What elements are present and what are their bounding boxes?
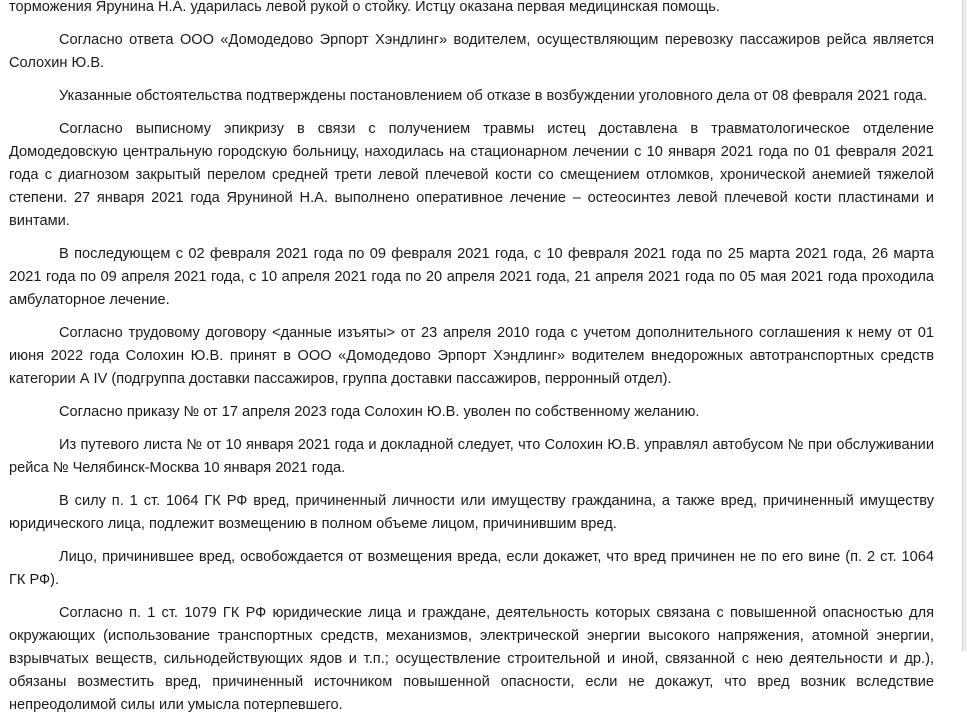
- paragraph-11: Согласно п. 1 ст. 1079 ГК РФ юридические лица и граждане, деятельность которых связана с повышенной опасностью для окружающих (использование транспортных средств, механизмов, электрической энергии высокого напряжения, атомной энергии, взрывчатых веществ, сильнодействующих ядов и т.п.; осуществление строительной и иной, связанной с нею деятельности и др.), обязаны возместить вред, причиненный источником повышенной опасности, если не докажут, что вред возник вследствие непреодолимой силы или умысла потерпевшего.: [9, 605, 934, 713]
- scrollbar-edge[interactable]: [962, 0, 967, 651]
- paragraph-3: Указанные обстоятельства подтверждены постановлением об отказе в возбуждении уголовного дела от 08 февраля 2021 года.: [59, 88, 928, 104]
- paragraph-2: Согласно ответа ООО «Домодедово Эрпорт Хэндлинг» водителем, осуществляющим перевозку пассажиров рейса является Солохин Ю.В.: [9, 32, 934, 71]
- paragraph-4: Согласно выписному эпикризу в связи с получением травмы истец доставлена в травматологическое отделение Домодедовскую центральную городскую больницу, находилась на стационарном лечении с 10 января 2021 года по 01 февраля 2021 года с диагнозом закрытый перелом средней трети левой плечевой кости со смещением отломков, хронической анемией тяжелой степени. 27 января 2021 года Ярунинoй Н.А. выполнено оперативное лечение – остеосинтез левой плечевой кости пластинами и винтами.: [9, 121, 934, 229]
- paragraph-10: Лицо, причинившее вред, освобождается от возмещения вреда, если докажет, что вред причинен не по его вине (п. 2 ст. 1064 ГК РФ).: [9, 549, 934, 588]
- paragraph-7: Согласно приказу № от 17 апреля 2023 года Солохин Ю.В. уволен по собственному желанию.: [59, 404, 700, 420]
- paragraph-1: торможения Ярунина Н.А. ударилась левой рукой о стойку. Истцу оказана первая медицинская помощь.: [9, 0, 720, 15]
- paragraph-6: Согласно трудовому договору <данные изъяты> от 23 апреля 2010 года с учетом дополнительного соглашения к нему от 01 июня 2022 года Солохин Ю.В. принят в ООО «Домодедово Эрпорт Хэндлинг» водителем внедорожных автотранспортных средств категории А IV (подгруппа доставки пассажиров, группа доставки пассажиров, перронный отдел).: [9, 325, 934, 387]
- paragraph-9: В силу п. 1 ст. 1064 ГК РФ вред, причиненный личности или имуществу гражданина, а также вред, причиненный имуществу юридического лица, подлежит возмещению в полном объеме лицом, причинившим вред.: [9, 493, 934, 532]
- paragraph-5: В последующем с 02 февраля 2021 года по 09 февраля 2021 года, с 10 февраля 2021 года по 25 марта 2021 года, 26 марта 2021 года по 09 апреля 2021 года, с 10 апреля 2021 года по 20 апреля 2021 года, 21 апреля 2021 года по 05 мая 2021 года проходила амбулаторное лечение.: [9, 246, 934, 308]
- document-body: [9, 0, 934, 727]
- paragraph-8: Из путевого листа № от 10 января 2021 года и докладной следует, что Солохин Ю.В. управлял автобусом № при обслуживании рейса № Челябинск-Москва 10 января 2021 года.: [9, 437, 934, 476]
